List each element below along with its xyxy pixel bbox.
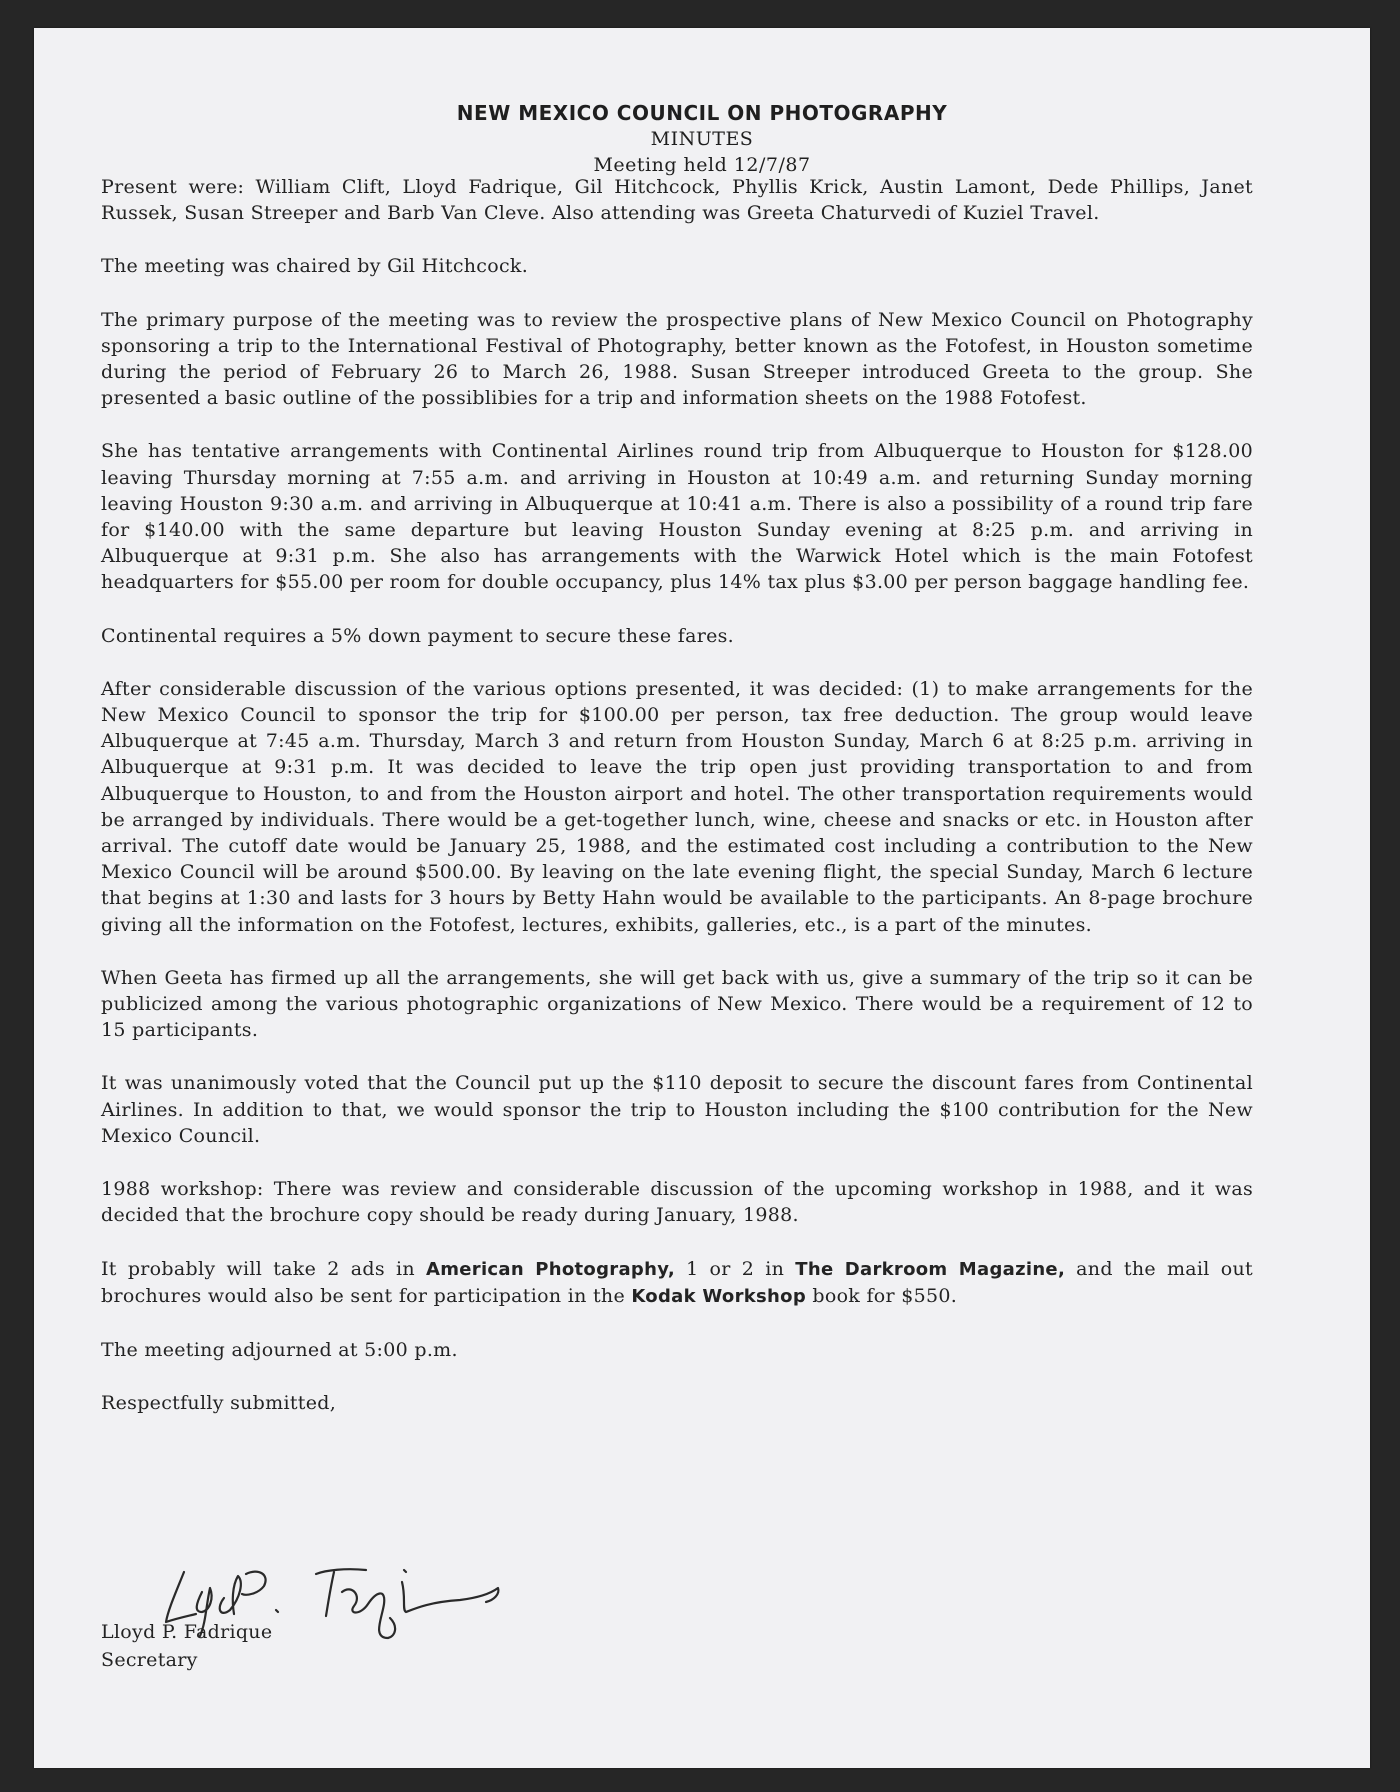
ads-paragraph xyxy=(101,1256,1253,1310)
document-type: MINUTES xyxy=(650,128,754,150)
signature-block xyxy=(101,1618,272,1674)
magazine-darkroom: The Darkroom Magazine, xyxy=(795,1258,1066,1280)
decision-paragraph: After considerable discussion of the various options presented, it was decided: (1) to make arrangements for the New Mexico Council to sponsor the trip for $100.00 per person, tax free deduction. The group would leave Albuquerque at 7:45 a.m. Thursday, March 3 and return from Houston Sunday, March 6 at 8:25 p.m. arriving in Albuquerque at 9:31 p.m. It was decided to leave the trip open just providing transportation to and from Albuquerque to Houston, to and from the Houston airport and hotel. The other transportation requirements would be arranged by individuals. There would be a get-together lunch, wine, cheese and snacks or etc. in Houston after arrival. The cutoff date would be January 25, 1988, and the estimated cost including a contribution to the New Mexico Council will be around $500.00. By leaving on the late evening flight, the special Sunday, March 6 lecture that begins at 1:30 and lasts for 3 hours by Betty Hahn would be available to the participants. An 8-page brochure giving all the information on the Fotofest, lectures, exhibits, galleries, etc., is a part of the minutes. xyxy=(101,677,1253,936)
closing-line: Respectfully submitted, xyxy=(101,1392,337,1415)
firmed-paragraph: When Geeta has firmed up all the arrangements, she will get back with us, give a summary of the trip so it can be publicized among the various photographic organizations of New Mexico. There would be a requirement of 12 to 15 participants. xyxy=(101,966,1253,1042)
ads-text-2: 1 or 2 in xyxy=(674,1257,796,1280)
meeting-date: Meeting held 12/7/87 xyxy=(593,154,811,176)
signatory-name: Lloyd P. Fadrique xyxy=(101,1621,273,1643)
organization-title: NEW MEXICO COUNCIL ON PHOTOGRAPHY xyxy=(456,101,948,125)
minutes-body xyxy=(101,174,1253,1443)
ads-text-1: It probably will take 2 ads in xyxy=(101,1257,426,1280)
adjourned-paragraph: The meeting adjourned at 5:00 p.m. xyxy=(101,1338,458,1361)
ads-text-3: and the mail out brochures would also be sent for participation in the xyxy=(101,1257,1253,1307)
purpose-paragraph: The primary purpose of the meeting was to review the prospective plans of New Mexico Council on Photography sponsoring a trip to the International Festival of Photography, better known as the Fotofest, in Houston sometime during the period of February 26 to March 26, 1988. Susan Streeper introduced Greeta to the group. She presented a basic outline of the possiblibies for a trip and information sheets on the 1988 Fotofest. xyxy=(101,308,1253,410)
workshop-paragraph: 1988 workshop: There was review and considerable discussion of the upcoming workshop in 1988, and it was decided that the brochure copy should be ready during January, 1988. xyxy=(101,1178,1253,1227)
ads-text-4: book for $550. xyxy=(806,1284,958,1307)
signatory-title: Secretary xyxy=(101,1649,198,1671)
vote-paragraph: It was unanimously voted that the Council put up the $110 deposit to secure the discount fares from Continental Airlines. In addition to that, we would sponsor the trip to Houston including the $100 contribution for the New Mexico Council. xyxy=(101,1072,1253,1147)
magazine-american-photography: American Photography, xyxy=(425,1258,675,1280)
kodak-workshop-book: Kodak Workshop xyxy=(631,1285,807,1307)
arrangements-paragraph: She has tentative arrangements with Continental Airlines round trip from Albuquerque to Houston for $128.00 leaving Thursday morning at 7:55 a.m. and arriving in Houston at 10:49 a.m. and returning Sunday morning leaving Houston 9:30 a.m. and arriving in Albuquerque at 10:41 a.m. There is also a possibility of a round trip fare for $140.00 with the same departure but leaving Houston Sunday evening at 8:25 p.m. and arriving in Albuquerque at 9:31 p.m. She also has arrangements with the Warwick Hotel which is the main Fotofest headquarters for $55.00 per room for double occupancy, plus 14% tax plus $3.00 per person baggage handling fee. xyxy=(101,440,1253,594)
attendees-paragraph: Present were: William Clift, Lloyd Fadrique, Gil Hitchcock, Phyllis Krick, Austin Lamont, Dede Phillips, Janet Russek, Susan Streeper and Barb Van Cleve. Also attending was Greeta Chaturvedi of Kuziel Travel. xyxy=(101,176,1253,225)
downpayment-paragraph: Continental requires a 5% down payment to secure these fares. xyxy=(101,624,735,647)
document-header xyxy=(34,100,1370,178)
chair-paragraph: The meeting was chaired by Gil Hitchcock. xyxy=(101,255,529,278)
